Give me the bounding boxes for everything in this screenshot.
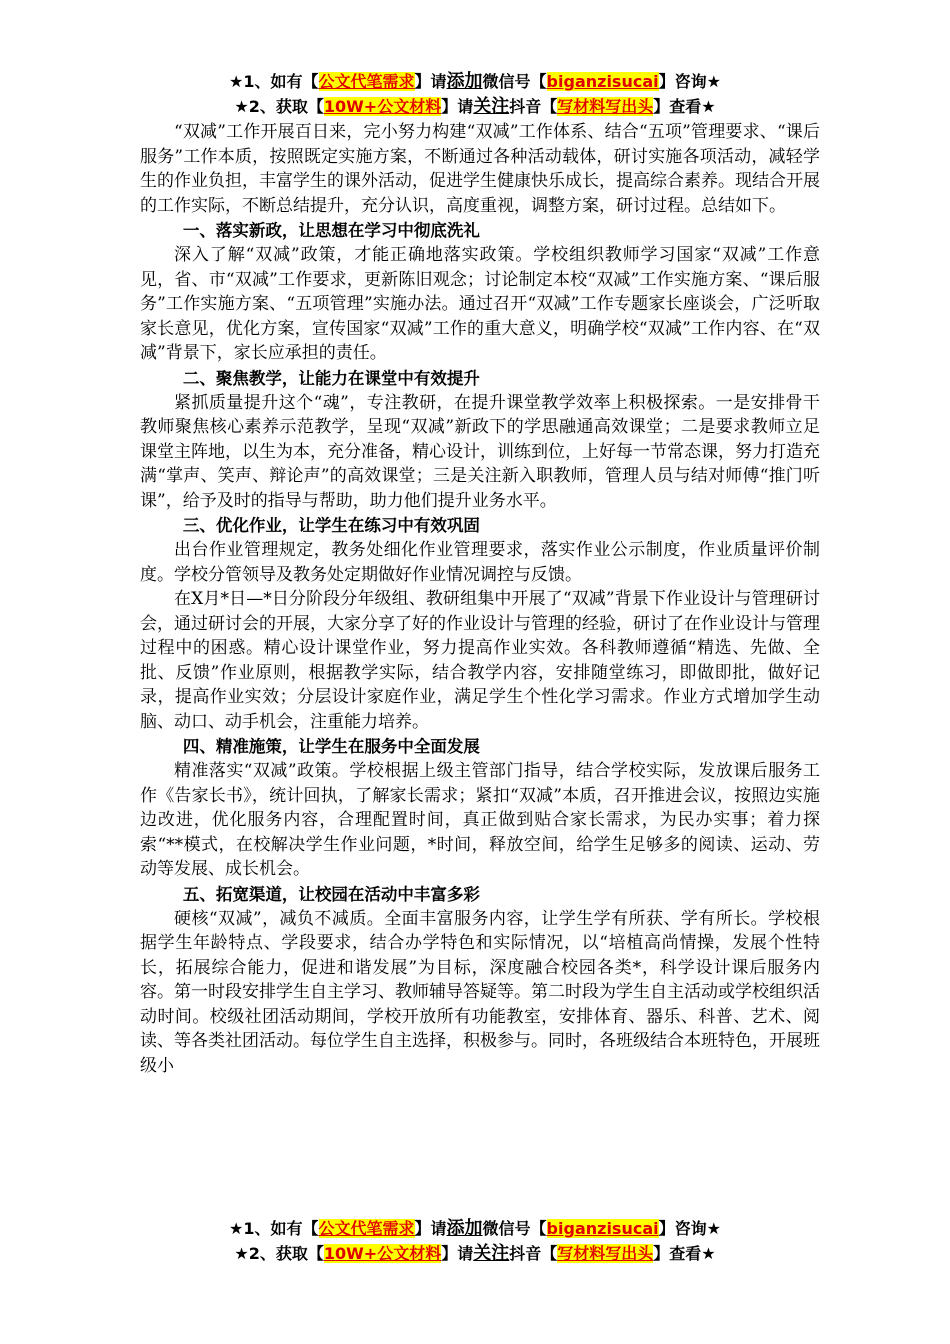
banner-text: 抖音【 xyxy=(509,1244,558,1263)
highlight-wechat-id[interactable]: biganzisucai xyxy=(546,72,659,91)
document-body xyxy=(140,120,820,1078)
section-2-paragraph: 紧抓质量提升这个“魂”，专注教研，在提升课堂教学效率上积极探索。一是安排骨干教师聚焦核心素养示范教学，呈现“双减”新政下的学思融通高效课堂；二是要求教师立足课堂主阵地，以生为本，充分准备，精心设计，训练到位，上好每一节常态课，努力打造充满“掌声、笑声、辩论声”的高效课堂；三是关注新入职教师，管理人员与结对师傅“推门听课”，给予及时的指导与帮助，助力他们提升业务水平。 xyxy=(140,392,820,511)
banner-emphasis: 添加 xyxy=(446,71,483,92)
intro-paragraph: “双减”工作开展百日来，完小努力构建“双减”工作体系、结合“五项”管理要求、“课后服务”工作本质，按照既定实施方案，不断通过各种活动载体，研讨实施各项活动，减轻学生的作业负担，丰富学生的课外活动，促进学生健康快乐成长，提高综合素养。现结合开展的工作实际，不断总结提升，充分认识，高度重视，调整方案，研讨过程。总结如下。 xyxy=(140,122,820,216)
promo-banner-top-line1 xyxy=(0,70,950,94)
section-1-paragraph: 深入了解“双减”政策，才能正确地落实政策。学校组织教师学习国家“双减”工作意见，省、市“双减”工作要求，更新陈旧观念；讨论制定本校“双减”工作实施方案、“课后服务”工作实施方案、“五项管理”实施办法。通过召开“双减”工作专题家长座谈会，广泛听取家长意见，优化方案，宣传国家“双减”工作的重大意义，明确学校“双减”工作内容、在“双减”背景下，家长应承担的责任。 xyxy=(140,245,820,363)
banner-text: ★2、获取【 xyxy=(234,97,324,116)
section-5-paragraph: 硬核“双减”，减负不减质。全面丰富服务内容，让学生学有所获、学有所长。学校根据学生年龄特点、学段要求，结合办学特色和实际情况，以“培植高尚情操，发展个性特长，拓展综合能力，促进和谐发展”为目标，深度融合校园各类*，科学设计课后服务内容。第一时段安排学生自主学习、教师辅导答疑等。第二时段为学生自主活动或学校组织活动时间。校级社团活动期间，学校开放所有功能教室，安排体育、器乐、科普、艺术、阅读、等各类社团活动。每位学生自主选择，积极参与。同时，各班级结合本班特色，开展班级小 xyxy=(140,908,820,1076)
section-heading-1: 一、落实新政，让思想在学习中彻底洗礼 xyxy=(182,221,480,240)
banner-text: 微信号【 xyxy=(482,1219,547,1238)
banner-text: 】咨询★ xyxy=(658,72,721,91)
promo-banner-bottom-line2 xyxy=(0,1242,950,1266)
banner-text: 】请 xyxy=(441,97,474,116)
banner-text: 】咨询★ xyxy=(658,1219,721,1238)
banner-text: 】请 xyxy=(441,1244,474,1263)
banner-text: 】查看★ xyxy=(653,97,716,116)
highlight-service[interactable]: 公文代笔需求 xyxy=(318,1219,415,1238)
banner-text: 微信号【 xyxy=(482,72,547,91)
banner-emphasis: 关注 xyxy=(473,1243,510,1264)
banner-text: ★1、如有【 xyxy=(229,1219,319,1238)
promo-banner-bottom-line1 xyxy=(0,1217,950,1241)
highlight-wechat-id[interactable]: biganzisucai xyxy=(546,1219,659,1238)
banner-emphasis: 关注 xyxy=(473,96,510,117)
highlight-douyin[interactable]: 写材料写出头 xyxy=(557,1244,654,1263)
promo-banner-top-line2 xyxy=(0,95,950,119)
highlight-douyin[interactable]: 写材料写出头 xyxy=(557,97,654,116)
section-heading-4: 四、精准施策，让学生在服务中全面发展 xyxy=(182,737,480,756)
highlight-materials[interactable]: 10W+公文材料 xyxy=(323,97,442,116)
banner-text: 】请 xyxy=(414,72,447,91)
banner-text: ★1、如有【 xyxy=(229,72,319,91)
section-3-paragraph-a: 出台作业管理规定，教务处细化作业管理要求，落实作业公示制度，作业质量评价制度。学校分管领导及教务处定期做好作业情况调控与反馈。 xyxy=(140,540,820,585)
highlight-materials[interactable]: 10W+公文材料 xyxy=(323,1244,442,1263)
banner-text: 】查看★ xyxy=(653,1244,716,1263)
section-3-paragraph-b: 在X月*日—*日分阶段分年级组、教研组集中开展了“双减”背景下作业设计与管理研讨会，通过研讨会的开展，大家分享了好的作业设计与管理的经验，研讨了在作业设计与管理过程中的困惑。精心设计课堂作业，努力提高作业实效。各科教师遵循“精选、先做、全批、反馈”作业原则，根据教学实际，结合教学内容，安排随堂练习，即做即批，做好记录，提高作业实效；分层设计家庭作业，满足学生个性化学习需求。作业方式增加学生动脑、动口、动手机会，注重能力培养。 xyxy=(140,589,820,732)
highlight-service[interactable]: 公文代笔需求 xyxy=(318,72,415,91)
banner-text: 】请 xyxy=(414,1219,447,1238)
section-4-paragraph: 精准落实“双减”政策。学校根据上级主管部门指导，结合学校实际，发放课后服务工作《告家长书》，统计回执，了解家长需求；紧扣“双减”本质，召开推进会议，按照边实施边改进，优化服务内容，合理配置时间，真正做到贴合家长需求，为民办实事；着力探索“**模式，在校解决学生作业问题，*时间，释放空间，给学生足够多的阅读、运动、劳动等发展、成长机会。 xyxy=(140,761,820,879)
section-heading-2: 二、聚焦教学，让能力在课堂中有效提升 xyxy=(182,368,480,388)
banner-text: ★2、获取【 xyxy=(234,1244,324,1263)
banner-emphasis: 添加 xyxy=(446,1218,483,1239)
banner-text: 抖音【 xyxy=(509,97,558,116)
section-heading-5: 五、拓宽渠道，让校园在活动中丰富多彩 xyxy=(182,884,480,904)
section-heading-3: 三、优化作业，让学生在练习中有效巩固 xyxy=(182,516,480,535)
